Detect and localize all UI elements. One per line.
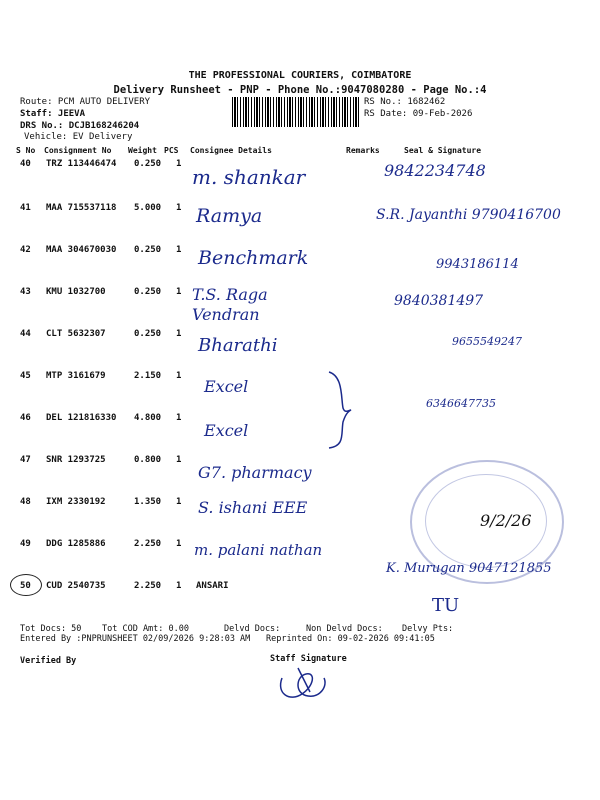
- row-pcs: 1: [176, 203, 182, 213]
- row-consignee: m. shankar: [192, 165, 306, 189]
- company-name: THE PROFESSIONAL COURIERS, COIMBATORE: [188, 70, 412, 81]
- row-signature: 9943186114: [436, 257, 519, 272]
- row-pcs: 1: [176, 159, 182, 169]
- row-consignee: S. ishani EEE: [198, 498, 308, 517]
- non-delivered-docs: Non Delvd Docs:: [306, 624, 383, 634]
- row-weight: 0.250: [134, 159, 162, 169]
- row-signature: 6346647735: [426, 397, 496, 410]
- col-pcs: PCS: [164, 146, 179, 155]
- row-pcs: 1: [176, 581, 182, 591]
- total-docs: Tot Docs: 50: [20, 624, 82, 634]
- col-seal-signature: Seal & Signature: [404, 146, 482, 155]
- row-weight: 1.350: [134, 497, 162, 507]
- row-consignee: T.S. Raga Vendran: [192, 285, 268, 324]
- row-weight: 0.800: [134, 455, 162, 465]
- row-consignment: KMU 1032700: [46, 287, 106, 297]
- row-weight: 2.250: [134, 539, 162, 549]
- row-consignment: DEL 121816330: [46, 413, 117, 423]
- row-weight: 2.150: [134, 371, 162, 381]
- row-pcs: 1: [176, 371, 182, 381]
- row-consignee: Ramya: [196, 205, 263, 227]
- row-consignee: Bharathi: [198, 335, 278, 356]
- row-sno: 50: [20, 581, 31, 591]
- row-sno: 47: [20, 455, 31, 465]
- barcode: [232, 97, 360, 127]
- row-signature: 9655549247: [452, 335, 522, 348]
- row-consignment: MAA 304670030: [46, 245, 117, 255]
- vehicle: Vehicle: EV Delivery: [24, 132, 133, 142]
- row-sno: 43: [20, 287, 31, 297]
- row-consignment: TRZ 113446474: [46, 159, 117, 169]
- row-signature: 9840381497: [394, 293, 484, 309]
- row-signature: S.R. Jayanthi 9790416700: [376, 207, 561, 223]
- row-weight: 0.250: [134, 245, 162, 255]
- staff: Staff: JEEVA: [20, 109, 86, 119]
- route: Route: PCM AUTO DELIVERY: [20, 97, 151, 107]
- row-pcs: 1: [176, 455, 182, 465]
- row-consignment: SNR 1293725: [46, 455, 106, 465]
- row-consignee: m. palani nathan: [194, 541, 323, 559]
- row-sno: 48: [20, 497, 31, 507]
- col-weight: Weight: [128, 146, 157, 155]
- row-pcs: 1: [176, 539, 182, 549]
- row-pcs: 1: [176, 497, 182, 507]
- col-sno: S No: [16, 146, 36, 155]
- row-consignment: MAA 715537118: [46, 203, 117, 213]
- row-sno: 49: [20, 539, 31, 549]
- row-weight: 0.250: [134, 329, 162, 339]
- row-consignment: MTP 3161679: [46, 371, 106, 381]
- reprinted-on: Reprinted On: 09-02-2026 09:41:05: [266, 634, 435, 644]
- row-signature: 9842234748: [384, 161, 486, 180]
- verified-by: Verified By: [20, 656, 77, 666]
- row-consignment: CUD 2540735: [46, 581, 106, 591]
- row-weight: 4.800: [134, 413, 162, 423]
- col-consignee: Consignee Details: [190, 146, 272, 155]
- staff-signature-label: Staff Signature: [270, 654, 347, 664]
- col-remarks: Remarks: [346, 146, 380, 155]
- row-weight: 5.000: [134, 203, 162, 213]
- row-sno: 46: [20, 413, 31, 423]
- row-signature: 9/2/26: [480, 511, 532, 530]
- row-consignee: G7. pharmacy: [198, 463, 312, 482]
- row-pcs: 1: [176, 329, 182, 339]
- total-cod-amount: Tot COD Amt: 0.00: [102, 624, 189, 634]
- row-sno: 42: [20, 245, 31, 255]
- row-pcs: 1: [176, 245, 182, 255]
- row-consignee: ANSARI: [196, 581, 229, 591]
- row-pcs: 1: [176, 287, 182, 297]
- row-weight: 0.250: [134, 287, 162, 297]
- row-signature: K. Murugan 9047121855: [386, 561, 552, 576]
- staff-signature: [276, 664, 336, 704]
- row-sno: 45: [20, 371, 31, 381]
- rs-date: RS Date: 09-Feb-2026: [364, 109, 473, 119]
- row-consignment: CLT 5632307: [46, 329, 106, 339]
- runsheet-title: Delivery Runsheet - PNP - Phone No.:9047080280 - Page No.:4: [113, 84, 487, 96]
- row-consignment: DDG 1285886: [46, 539, 106, 549]
- row-sno: 44: [20, 329, 31, 339]
- row-pcs: 1: [176, 413, 182, 423]
- row-consignment: IXM 2330192: [46, 497, 106, 507]
- bracket-mark: [325, 370, 355, 450]
- row-weight: 2.250: [134, 581, 162, 591]
- drs-number: DRS No.: DCJB168246204: [20, 121, 140, 131]
- delivery-points: Delvy Pts:: [402, 624, 454, 634]
- entered-by: Entered By :PNPRUNSHEET 02/09/2026 9:28:03 AM: [20, 634, 251, 644]
- rs-number: RS No.: 1682462: [364, 97, 446, 107]
- delivered-docs: Delvd Docs:: [224, 624, 281, 634]
- row-consignee: Excel: [204, 377, 249, 396]
- row-consignee: Excel: [204, 421, 249, 440]
- row-sno: 40: [20, 159, 31, 169]
- row-sno: 41: [20, 203, 31, 213]
- col-consignment: Consignment No: [44, 146, 112, 155]
- row-signature: TU: [432, 595, 460, 616]
- row-consignee: Benchmark: [198, 247, 309, 269]
